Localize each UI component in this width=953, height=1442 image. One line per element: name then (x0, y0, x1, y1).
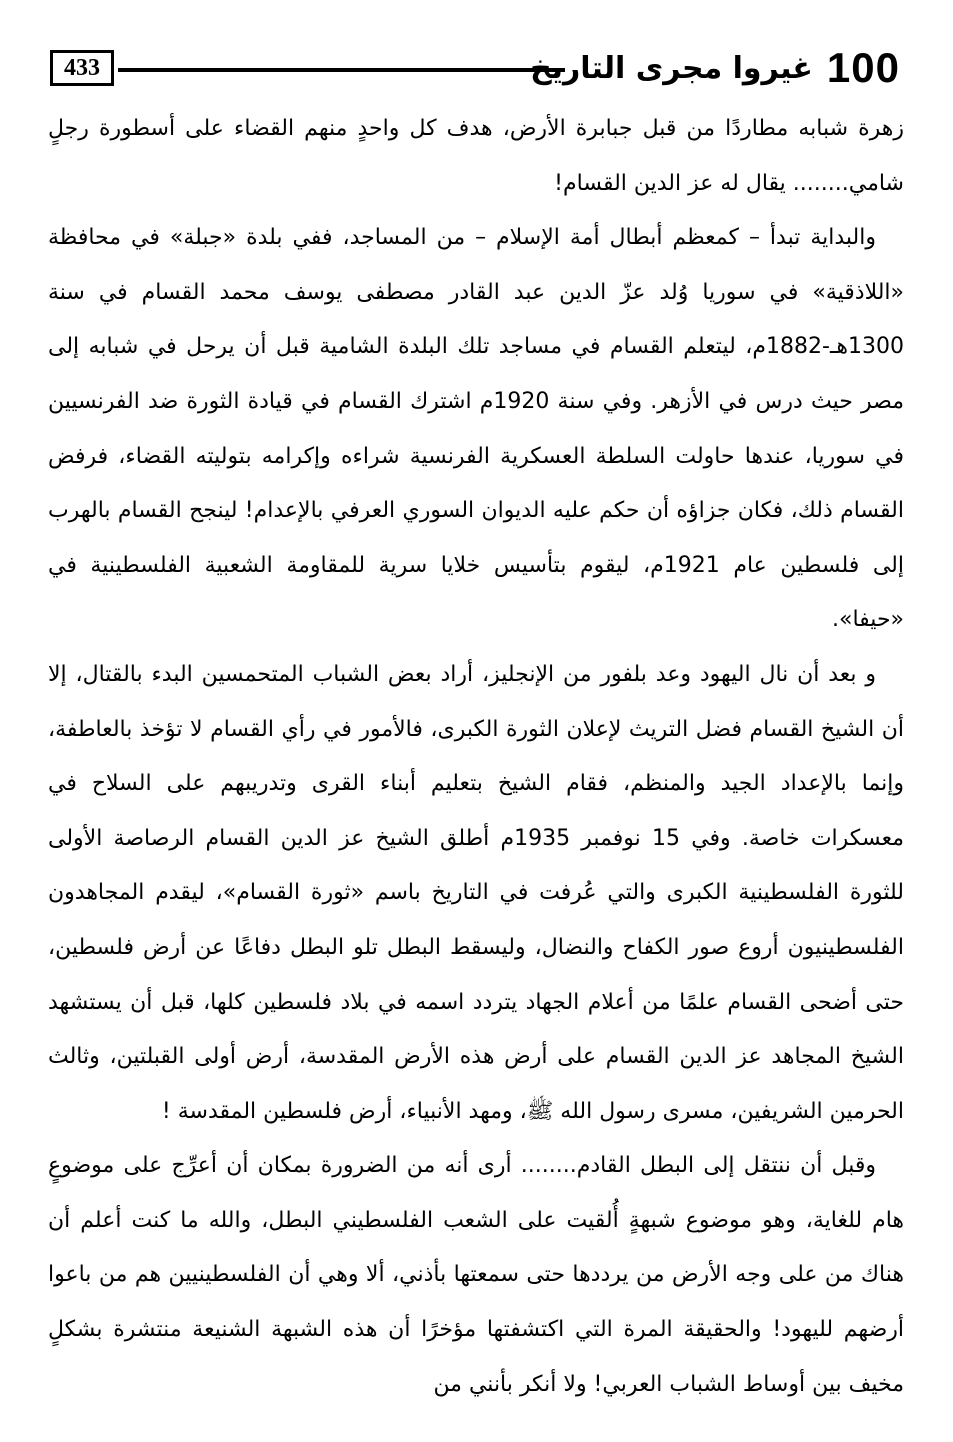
page-header (40, 38, 900, 98)
header-rule (118, 68, 565, 72)
paragraph-2: والبداية تبدأ – كمعظم أبطال أمة الإسلام – من المساجد، ففي بلدة «جبلة» في محافظة «اللاذقية» في سوريا وُلد عزّ الدين عبد القادر مصطفى يوسف محمد القسام في سنة 1300هـ-1882م، ليتعلم القسام في مساجد تلك البلدة الشامية قبل أن يرحل في شبابه إلى مصر حيث درس في الأزهر. وفي سنة 1920م اشترك القسام في قيادة الثورة ضد الفرنسيين في سوريا، عندها حاولت السلطة العسكرية الفرنسية شراءه وإكرامه بتوليته القضاء، فرفض القسام ذلك، فكان جزاؤه أن حكم عليه الديوان السوري العرفي بالإعدام! لينجح القسام بالهرب إلى فلسطين عام 1921م، ليقوم بتأسيس خلايا سرية للمقاومة الشعبية الفلسطينية في «حيفا». (48, 225, 904, 633)
book-title: غيروا مجرى التاريخ (530, 50, 813, 86)
paragraph-4: وقبل أن ننتقل إلى البطل القادم........ أرى أنه من الضرورة بمكان أن أعرِّج على موضوعٍ هام للغاية، وهو موضوع شبهةٍ أُلقيت على الشعب الفلسطيني البطل، والله ما كنت أعلم أن هناك من على وجه الأرض من يرددها حتى سمعتها بأذني، ألا وهي أن الفلسطينيين هم من باعوا أرضهم لليهود! والحقيقة المرة التي اكتشفتها مؤخرًا أن هذه الشبهة الشنيعة منتشرة بشكلٍ مخيف بين أوساط الشباب العربي! ولا أنكر بأنني من (48, 1153, 904, 1397)
paragraph-3: و بعد أن نال اليهود وعد بلفور من الإنجليز، أراد بعض الشباب المتحمسين البدء بالقتال، إلا أن الشيخ القسام فضل التريث لإعلان الثورة الكبرى، فالأمور في رأي القسام لا تؤخذ بالعاطفة، وإنما بالإعداد الجيد والمنظم، فقام الشيخ بتعليم أبناء القرى وتدريبهم على السلاح في معسكرات خاصة. وفي 15 نوفمبر 1935م أطلق الشيخ عز الدين القسام الرصاصة الأولى للثورة الفلسطينية الكبرى والتي عُرفت في التاريخ باسم «ثورة القسام»، ليقدم المجاهدون الفلسطينيون أروع صور الكفاح والنضال، وليسقط البطل تلو البطل دفاعًا عن أرض فلسطين، حتى أضحى القسام علمًا من أعلام الجهاد يتردد اسمه في بلاد فلسطين كلها، قبل أن يستشهد الشيخ المجاهد عز الدين القسام على أرض هذه الأرض المقدسة، أرض أولى القبلتين، وثالث الحرمين الشريفين، مسرى رسول الله ﷺ، ومهد الأنبياء، أرض فلسطين المقدسة ! (48, 661, 904, 1124)
page-number: 433 (50, 50, 114, 86)
book-number: 100 (826, 44, 900, 91)
paragraph-1: زهرة شبابه مطاردًا من قبل جبابرة الأرض، هدف كل واحدٍ منهم القضاء على أسطورة رجلٍ شامي........ يقال له عز الدين القسام! (48, 116, 904, 196)
body-text (48, 102, 904, 1412)
running-title (530, 40, 900, 96)
